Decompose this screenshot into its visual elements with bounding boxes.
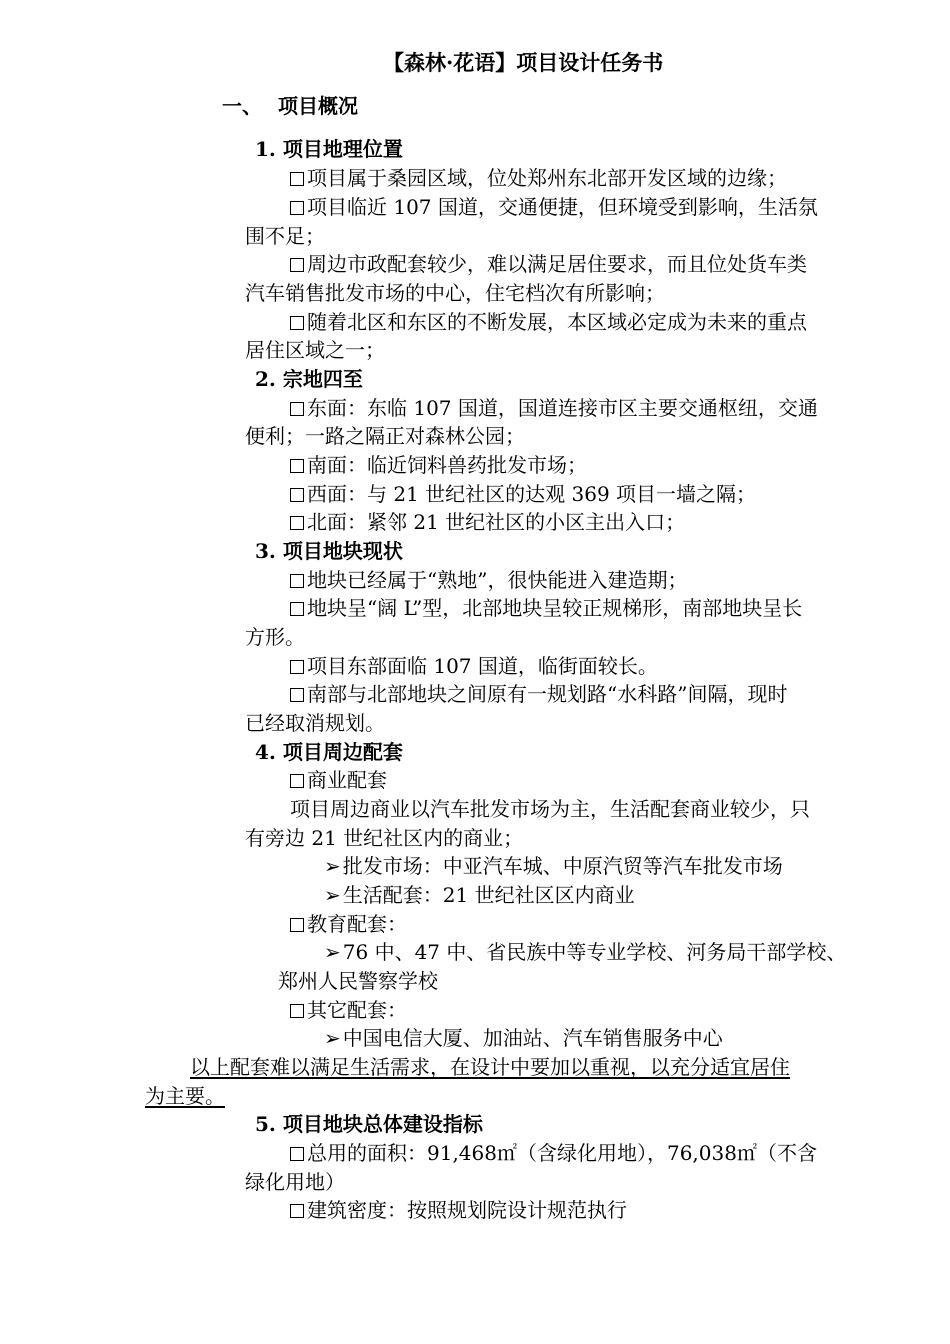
checkbox-square-icon	[290, 488, 304, 502]
bullet-item: ➢ 76 中、47 中、省民族中等专业学校、河务局干部学校、	[324, 940, 847, 964]
checkbox-square-icon	[290, 201, 304, 215]
bullet-item: ➢ 生活配套：21 世纪社区区内商业	[324, 883, 635, 907]
list-item-other: 其它配套：	[290, 996, 407, 1024]
checkbox-square-icon	[290, 688, 304, 702]
list-item-continued: 已经取消规划。	[245, 711, 385, 735]
list-item: 随着北区和东区的不断发展，本区域必定成为未来的重点	[290, 308, 807, 336]
paragraph-line: 有旁边 21 世纪社区内的商业；	[245, 826, 524, 850]
checkbox-square-icon	[290, 1204, 304, 1218]
list-item: 项目属于桑园区域，位处郑州东北部开发区域的边缘；	[290, 164, 787, 192]
list-item: 地块呈“阔 L”型，北部地块呈较正规梯形，南部地块呈长	[290, 594, 802, 622]
subsection-title-4: 4. 项目周边配套	[255, 740, 403, 764]
checkbox-square-icon	[290, 172, 304, 186]
checkbox-square-icon	[290, 258, 304, 272]
checkbox-square-icon	[290, 574, 304, 588]
subsection-title-5: 5. 项目地块总体建设指标	[255, 1112, 483, 1136]
list-item-continued: 围不足；	[245, 224, 325, 248]
list-item: 西面：与 21 世纪社区的达观 369 项目一墙之隔；	[290, 480, 756, 508]
bullet-item: ➢ 中国电信大厦、加油站、汽车销售服务中心	[324, 1026, 723, 1050]
checkbox-square-icon	[290, 1004, 304, 1018]
bullet-item-continued: 郑州人民警察学校	[278, 969, 438, 993]
list-item: 总用的面积：91,468㎡（含绿化用地），76,038㎡（不含	[290, 1139, 817, 1167]
list-item: 项目东部面临 107 国道，临街面较长。	[290, 652, 658, 680]
list-item-education: 教育配套：	[290, 910, 407, 938]
list-item: 东面：东临 107 国道，国道连接市区主要交通枢纽，交通	[290, 394, 818, 422]
document-title: 【森林·花语】项目设计任务书	[383, 50, 664, 75]
list-item-continued: 居住区域之一；	[245, 338, 385, 362]
checkbox-square-icon	[290, 918, 304, 932]
list-item: 地块已经属于“熟地”，很快能进入建造期；	[290, 566, 687, 594]
checkbox-square-icon	[290, 316, 304, 330]
list-item-continued: 方形。	[245, 625, 305, 649]
arrow-bullet-icon: ➢	[324, 854, 341, 878]
checkbox-square-icon	[290, 402, 304, 416]
bullet-item: ➢ 批发市场：中亚汽车城、中原汽贸等汽车批发市场	[324, 854, 783, 878]
checkbox-square-icon	[290, 774, 304, 788]
subsection-title-1: 1. 项目地理位置	[255, 137, 403, 161]
underlined-note: 为主要。	[145, 1084, 225, 1108]
list-item-continued: 绿化用地）	[245, 1170, 345, 1194]
arrow-bullet-icon: ➢	[324, 883, 341, 907]
checkbox-square-icon	[290, 660, 304, 674]
arrow-bullet-icon: ➢	[324, 1026, 341, 1050]
list-item-continued: 便利；一路之隔正对森林公园；	[245, 424, 525, 448]
list-item: 南面：临近饲料兽药批发市场；	[290, 451, 587, 479]
list-item: 南部与北部地块之间原有一规划路“水科路”间隔，现时	[290, 680, 787, 708]
list-item-continued: 汽车销售批发市场的中心，住宅档次有所影响；	[245, 281, 665, 305]
checkbox-square-icon	[290, 1147, 304, 1161]
checkbox-square-icon	[290, 602, 304, 616]
list-item: 周边市政配套较少，难以满足居住要求，而且位处货车类	[290, 250, 807, 278]
list-item: 北面：紧邻 21 世纪社区的小区主出入口；	[290, 508, 685, 536]
checkbox-square-icon	[290, 459, 304, 473]
section-number: 一、	[222, 94, 262, 118]
list-item: 建筑密度：按照规划院设计规范执行	[290, 1196, 627, 1224]
arrow-bullet-icon: ➢	[324, 940, 341, 964]
paragraph-line: 项目周边商业以汽车批发市场为主，生活配套商业较少，只	[290, 797, 810, 821]
subsection-title-3: 3. 项目地块现状	[255, 539, 403, 563]
list-item-commercial: 商业配套	[290, 766, 387, 794]
subsection-title-2: 2. 宗地四至	[255, 367, 363, 391]
section-title: 项目概况	[278, 94, 358, 118]
list-item: 项目临近 107 国道，交通便捷，但环境受到影响，生活氛	[290, 193, 818, 221]
checkbox-square-icon	[290, 516, 304, 530]
underlined-note: 以上配套难以满足生活需求，在设计中要加以重视，以充分适宜居住	[190, 1055, 790, 1079]
